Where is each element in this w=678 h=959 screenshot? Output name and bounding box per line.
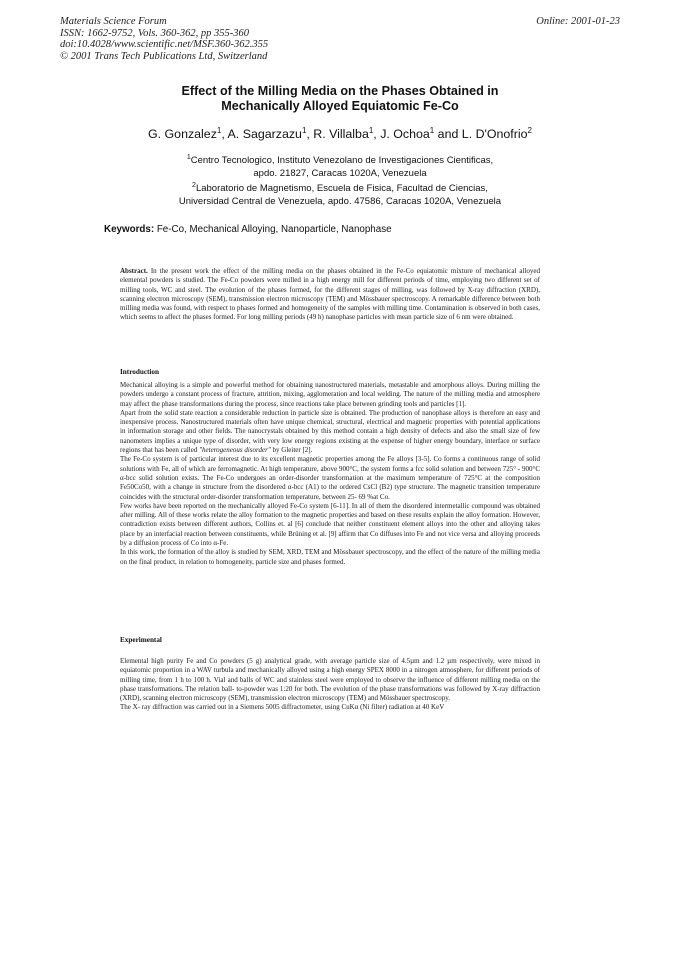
introduction-body [120, 381, 540, 567]
title-line-1: Effect of the Milling Media on the Phases Obtained in [181, 84, 499, 98]
abstract-text: In the present work the effect of the milling media on the phases obtained in the Fe-Co equiatomic mixture of mechanical alloyed elemental powders is studied. The Fe-Co powders were milled in a high energy mill for different periods of time, employing two different set of milling tools, WC and steel. The evolution of the phases formed, for the different stages of milling, was followed by X-ray diffraction (XRD), scanning electron microscopy (SEM), transmission electron microscopy (TEM) and Mössbauer spectroscopy. A remarkable difference between both milling media was found, with respect to phases formed and homogeneity of the samples with milling time. Contamination is observed in both cases, which seems to affect the phases formed. For long milling periods (49 h) nanophase particles with mean particle size of 6 nm were obtained. [120, 267, 540, 322]
title-line-2: Mechanically Alloyed Equiatomic Fe-Co [221, 99, 459, 113]
affiliation-2-line-1: Laboratorio de Magnetismo, Escuela de Fisica, Facultad de Ciencias, [195, 183, 488, 195]
section-heading-experimental: Experimental [120, 636, 162, 644]
keywords-text: Fe-Co, Mechanical Alloying, Nanoparticle, Nanophase [156, 224, 392, 235]
journal-copyright: © 2001 Trans Tech Publications Ltd, Switzerland [60, 50, 268, 62]
author-separator: , [373, 127, 381, 142]
affiliation-1-line-2: apdo. 21827, Caracas 1020A, Venezuela [253, 167, 427, 179]
author-name: R. Villalba [313, 127, 369, 142]
abstract [120, 267, 540, 323]
keywords-label: Keywords: [104, 224, 155, 235]
author-name: A. Sagarzazu [227, 127, 302, 142]
author-separator: and [434, 127, 462, 142]
paragraph: Elemental high purity Fe and Co powders (5 g) analytical grade, with average particle size of 4.5µm and 1.2 µm respectively, were mixed in equiatomic proportion in a WAV turbula and mechanically alloyed using a high energy SPEX 8000 in a nitrogen atmosphere, for different periods of milling time, from 1 h to 100 h. Vial and balls of WC and stainless steel were employed to observe the influence of different milling media on the phase transformations. The relation ball- to-powder was 1:20 for both. The evolution of the phase transformations was followed by X-ray diffraction (XRD), scanning electron microscopy (SEM), transmission electron microscopy (TEM) and Mössbauer spectroscopy. [120, 657, 540, 703]
author-name: J. Ochoa [380, 127, 430, 142]
keywords [104, 224, 624, 235]
author-list [60, 126, 620, 141]
affiliation-mark: 1 [301, 126, 307, 135]
affiliation-2 [80, 180, 600, 208]
paragraph: The Fe-Co system is of particular interest due to its excellent magnetic properties among the Fe alloys [3-5]. Co forms a continuous range of solid solutions with Fe, all of which are ferromagnetic. At high temperature, above 900°C, the system forms a fcc solid solution and between 725° - 900°C α-bcc solid solution exists. The Fe-Co undergoes an order-disorder transformation at the maximum temperature of 725°C at the composition Fe50Co50, with a change in structure from the disordered α-bcc (A1) to the ordered CsCl (B2) type structure. The magnetic transition temperature coincides with the structural order-disorder transformation temperature, between 25- 69 %at Co. [120, 455, 540, 501]
affiliation-mark: 1 [368, 126, 374, 135]
affiliation-mark: 2 [527, 126, 532, 135]
paragraph: Few works have been reported on the mechanically alloyed Fe-Co system [6-11]. In all of them the disordered intermetallic compound was obtained after milling. All of these works relate the alloy formation to the magnetic properties and based on these results explain the alloy formation. However, contradiction exists between different authors, Collins et. al [6] conclude that neither constituent element alloys into the other and alloying takes place by an interfacial reaction between constituents, while Brüning et al. [9] affirm that Co diffuses into Fe and not vice versa and alloying proceeds by a diffusion process of Co into α-Fe. [120, 501, 540, 548]
paragraph-text: Apart from the solid state reaction a considerable reduction in particle size is obtained. The production of nanophase alloys is therefore an easy and inexpensive process. Nanostructured materials often have unique chemical, structural, electrical and magnetic properties with potential applications in information storage and other fields. The nanocrystals obtained by this method contain a high density of defects and also the small size of few nanometers implies a unique type of disorder, with very low energy regions existing at the expense of higher energy boundary, interface or surface regions that has been called [120, 408, 540, 455]
journal-issn: ISSN: 1662-9752, Vols. 360-362, pp 355-360 [60, 27, 249, 39]
affiliation-mark: 1 [429, 126, 435, 135]
online-date: Online: 2001-01-23 [536, 16, 620, 27]
affiliation-number: 1 [186, 154, 191, 161]
journal-doi: doi:10.4028/www.scientific.net/MSF.360-362.355 [60, 39, 269, 50]
paragraph: Mechanical alloying is a simple and powerful method for obtaining nanostructured materials, metastable and amorphous alloys. During milling the powders undergo a constant process of fracture, attrition, mixing, agglomeration and local welding. The nature of the milling media and atmosphere may affect the phase transformations during the process, since reactions take place between grinding tools and particles [1]. [120, 381, 540, 408]
paragraph-text: by Gleiter [2]. [272, 446, 313, 455]
journal-name: Materials Science Forum [60, 16, 167, 27]
author-name: L. D'Onofrio [461, 127, 528, 142]
author-name: G. Gonzalez [148, 127, 217, 142]
affiliation-2-line-2: Universidad Central de Venezuela, apdo. 47586, Caracas 1020A, Venezuela [178, 195, 502, 207]
experimental-body [120, 657, 540, 713]
emphasis: "heterogeneous disorder" [199, 446, 271, 455]
affiliation-1 [80, 152, 600, 180]
section-heading-introduction: Introduction [120, 368, 160, 376]
paragraph: The X- ray diffraction was carried out in a Siemens 5005 diffractometer, using CuKα (Ni filter) radiation at 40 KeV [120, 703, 445, 712]
author-separator: , [221, 127, 228, 142]
affiliation-1-line-1: Centro Tecnologico, Instituto Venezolano de Investigaciones Cientificas, [190, 155, 494, 167]
affiliation-number: 2 [192, 182, 196, 189]
abstract-label: Abstract. [120, 267, 148, 275]
paragraph [120, 409, 540, 455]
journal-header [60, 16, 620, 62]
paper-title [90, 84, 590, 114]
author-separator: , [306, 127, 314, 142]
affiliation-mark: 1 [216, 126, 222, 135]
paragraph: In this work, the formation of the alloy is studied by SEM, XRD, TEM and Mössbauer spectroscopy, and the effect of the nature of the milling media on the final product, in relation to homogeneity, particle size and phases formed. [120, 548, 540, 566]
